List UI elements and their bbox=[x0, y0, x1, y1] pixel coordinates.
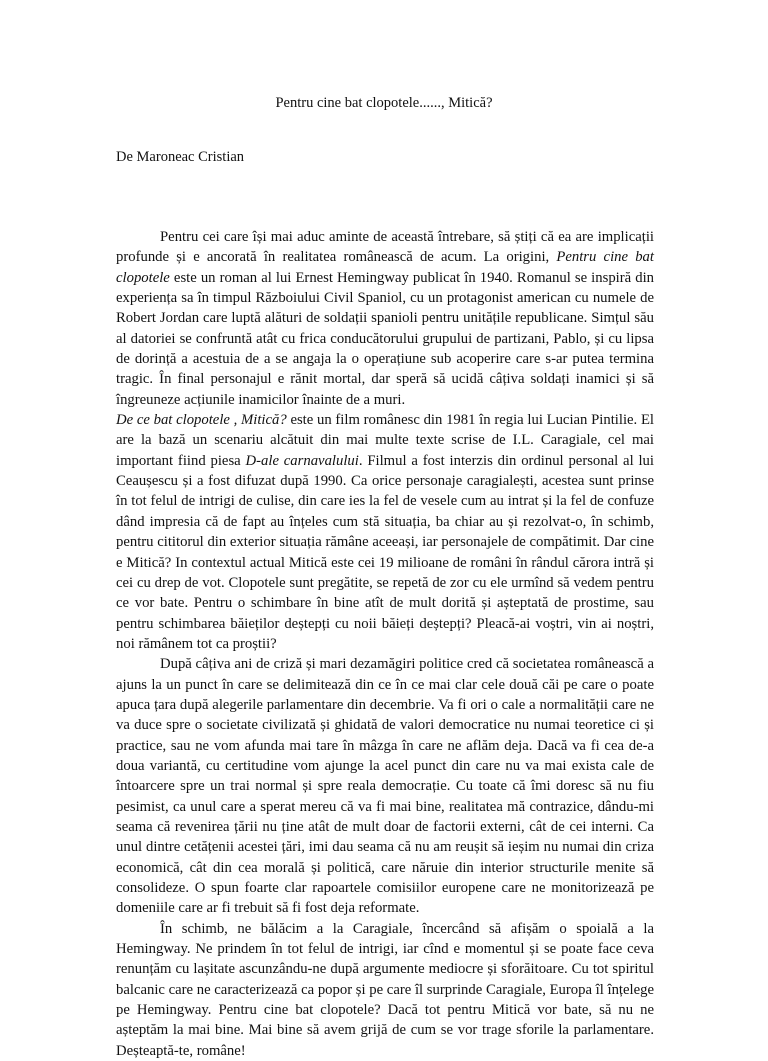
document-author: De Maroneac Cristian bbox=[116, 149, 245, 165]
paragraph-conclusion bbox=[116, 919, 654, 1061]
document-title: Pentru cine bat clopotele......, Mitică? bbox=[275, 95, 493, 111]
italic-title-run: De ce bat clopotele , Mitică? bbox=[116, 412, 287, 429]
text-run: După câțiva ani de criză și mari dezamăgiri politice cred că societatea românească a ajuns la un punct în care se delimitează din ce în ce mai clar cele două căi pe care o poate apuca țara după alegerile parlamentare din decembrie. Va fi ori o cale a normalității care ne va duce spre o societate civilizată și ghidată de valori democratice nu numai teoretice ci și practice, sau ne vom afunda mai tare în mâzga în care ne aflăm deja. Dacă va fi cea de-a doua variantă, cu certitudine vom ajunge la acel punct din care nu va mai exista cale de întoarcere spre un trai normal și spre reala democrație. Cu toate că îmi doresc să nu fiu pesimist, ca unul care a sperat mereu că va fi mai bine, realitatea mă contrazice, dându-mi seama că revenirea țării nu ține atât de mult doar de factorii externi, cât de cei interni. Ca unul dintre cetățenii acestei țări, imi dau seama că nu am reușit să ieșim nu numai din criza economică, cât din cea morală și politică, care năruie din interior structurile menite să consolideze. O spun foarte clar rapoartele comisiilor europene care ne monitorizează pe domeniile care ar fi trebuit să fi fost deja reformate. bbox=[116, 656, 654, 917]
paragraph-pintilie-film bbox=[116, 410, 654, 654]
text-run: . Filmul a fost interzis din ordinul personal al lui Ceaușescu și a fost difuzat după 1990. Ca orice personaje caragialești, acestea sunt prinse în tot felul de intrigi de culise, din care ies la fel de vesele cum au intrat și la fel de confuze dând impresia că de fapt au înțeles cum stă situația, ba chiar au și rezolvat-o, în schimb, pentru cititorul din exterior situația rămâne aceeași, iar personajele de compătimit. Dar cine e Mitică? In contextul actual Mitică este cei 19 milioane de români în rândul cărora intră și cei cu drep de vot. Clopotele sunt pregătite, se repetă de zor cu ele urmînd să vedem pentru ce vor bate. Pentru o schimbare în bine atît de mult dorită și așteptată de prostime, sau pentru schimbarea băieților deștepți cu noii băieți deștepți? Pleacă-ai voștri, vin ai noștri, noi rămânem tot ca proștii? bbox=[116, 452, 654, 652]
italic-title-run: Pentru cine bat clopotele bbox=[116, 249, 654, 286]
text-run: este un film românesc din 1981 în regia lui Lucian Pintilie. El are la bază un scenariu alcătuit din mai multe texte scrise de I.L. Caragiale, cel mai important fiind piesa bbox=[116, 412, 654, 469]
text-run: este un roman al lui Ernest Hemingway publicat în 1940. Romanul se inspiră din experiența sa în timpul Războiului Civil Spaniol, cu un protagonist american cu numele de Robert Jordan care luptă alături de soldații spanioli pentru unitățile republicane. Simțul său al datoriei se confruntă atât cu frica conducătorului grupului de partizani, Pablo, și cu lipsa de dorință a acestuia de a se angaja la o operațiune sub acoperire care s-ar putea termina tragic. În final personajul e rănit mortal, dar speră să ucidă câțiva soldați inamici și să îngreuneze acțiunile inamicilor înainte de a muri. bbox=[116, 269, 654, 408]
text-run: În schimb, ne bălăcim a la Caragiale, încercând să afișăm o spoială a la Hemingway. Ne prindem în tot felul de intrigi, iar cînd e momentul și se poate face ceva renunțăm cu lașitate ascunzându-ne după argumente mediocre și sforăitoare. Cu tot spiritul balcanic care ne caracterizează ca popor și pe care îl surprinde Caragiale, Europa îl înțelege pe Hemingway. Pentru cine bat clopotele? Dacă tot pentru Mitică vor bate, să nu ne așteptăm la mai bine. Mai bine să avem grijă de cum se vor trage sforile la parlamentare. Deșteaptă-te, române! bbox=[116, 920, 654, 1059]
text-run: Pentru cei care își mai aduc aminte de această întrebare, să știți că ea are implicații profunde și e ancorată în realitatea românească de acum. La origini, bbox=[116, 229, 654, 266]
document-body bbox=[116, 227, 654, 1061]
paragraph-political-crisis bbox=[116, 654, 654, 918]
italic-title-run: D-ale carnavalului bbox=[245, 452, 359, 469]
paragraph-hemingway bbox=[116, 227, 654, 410]
